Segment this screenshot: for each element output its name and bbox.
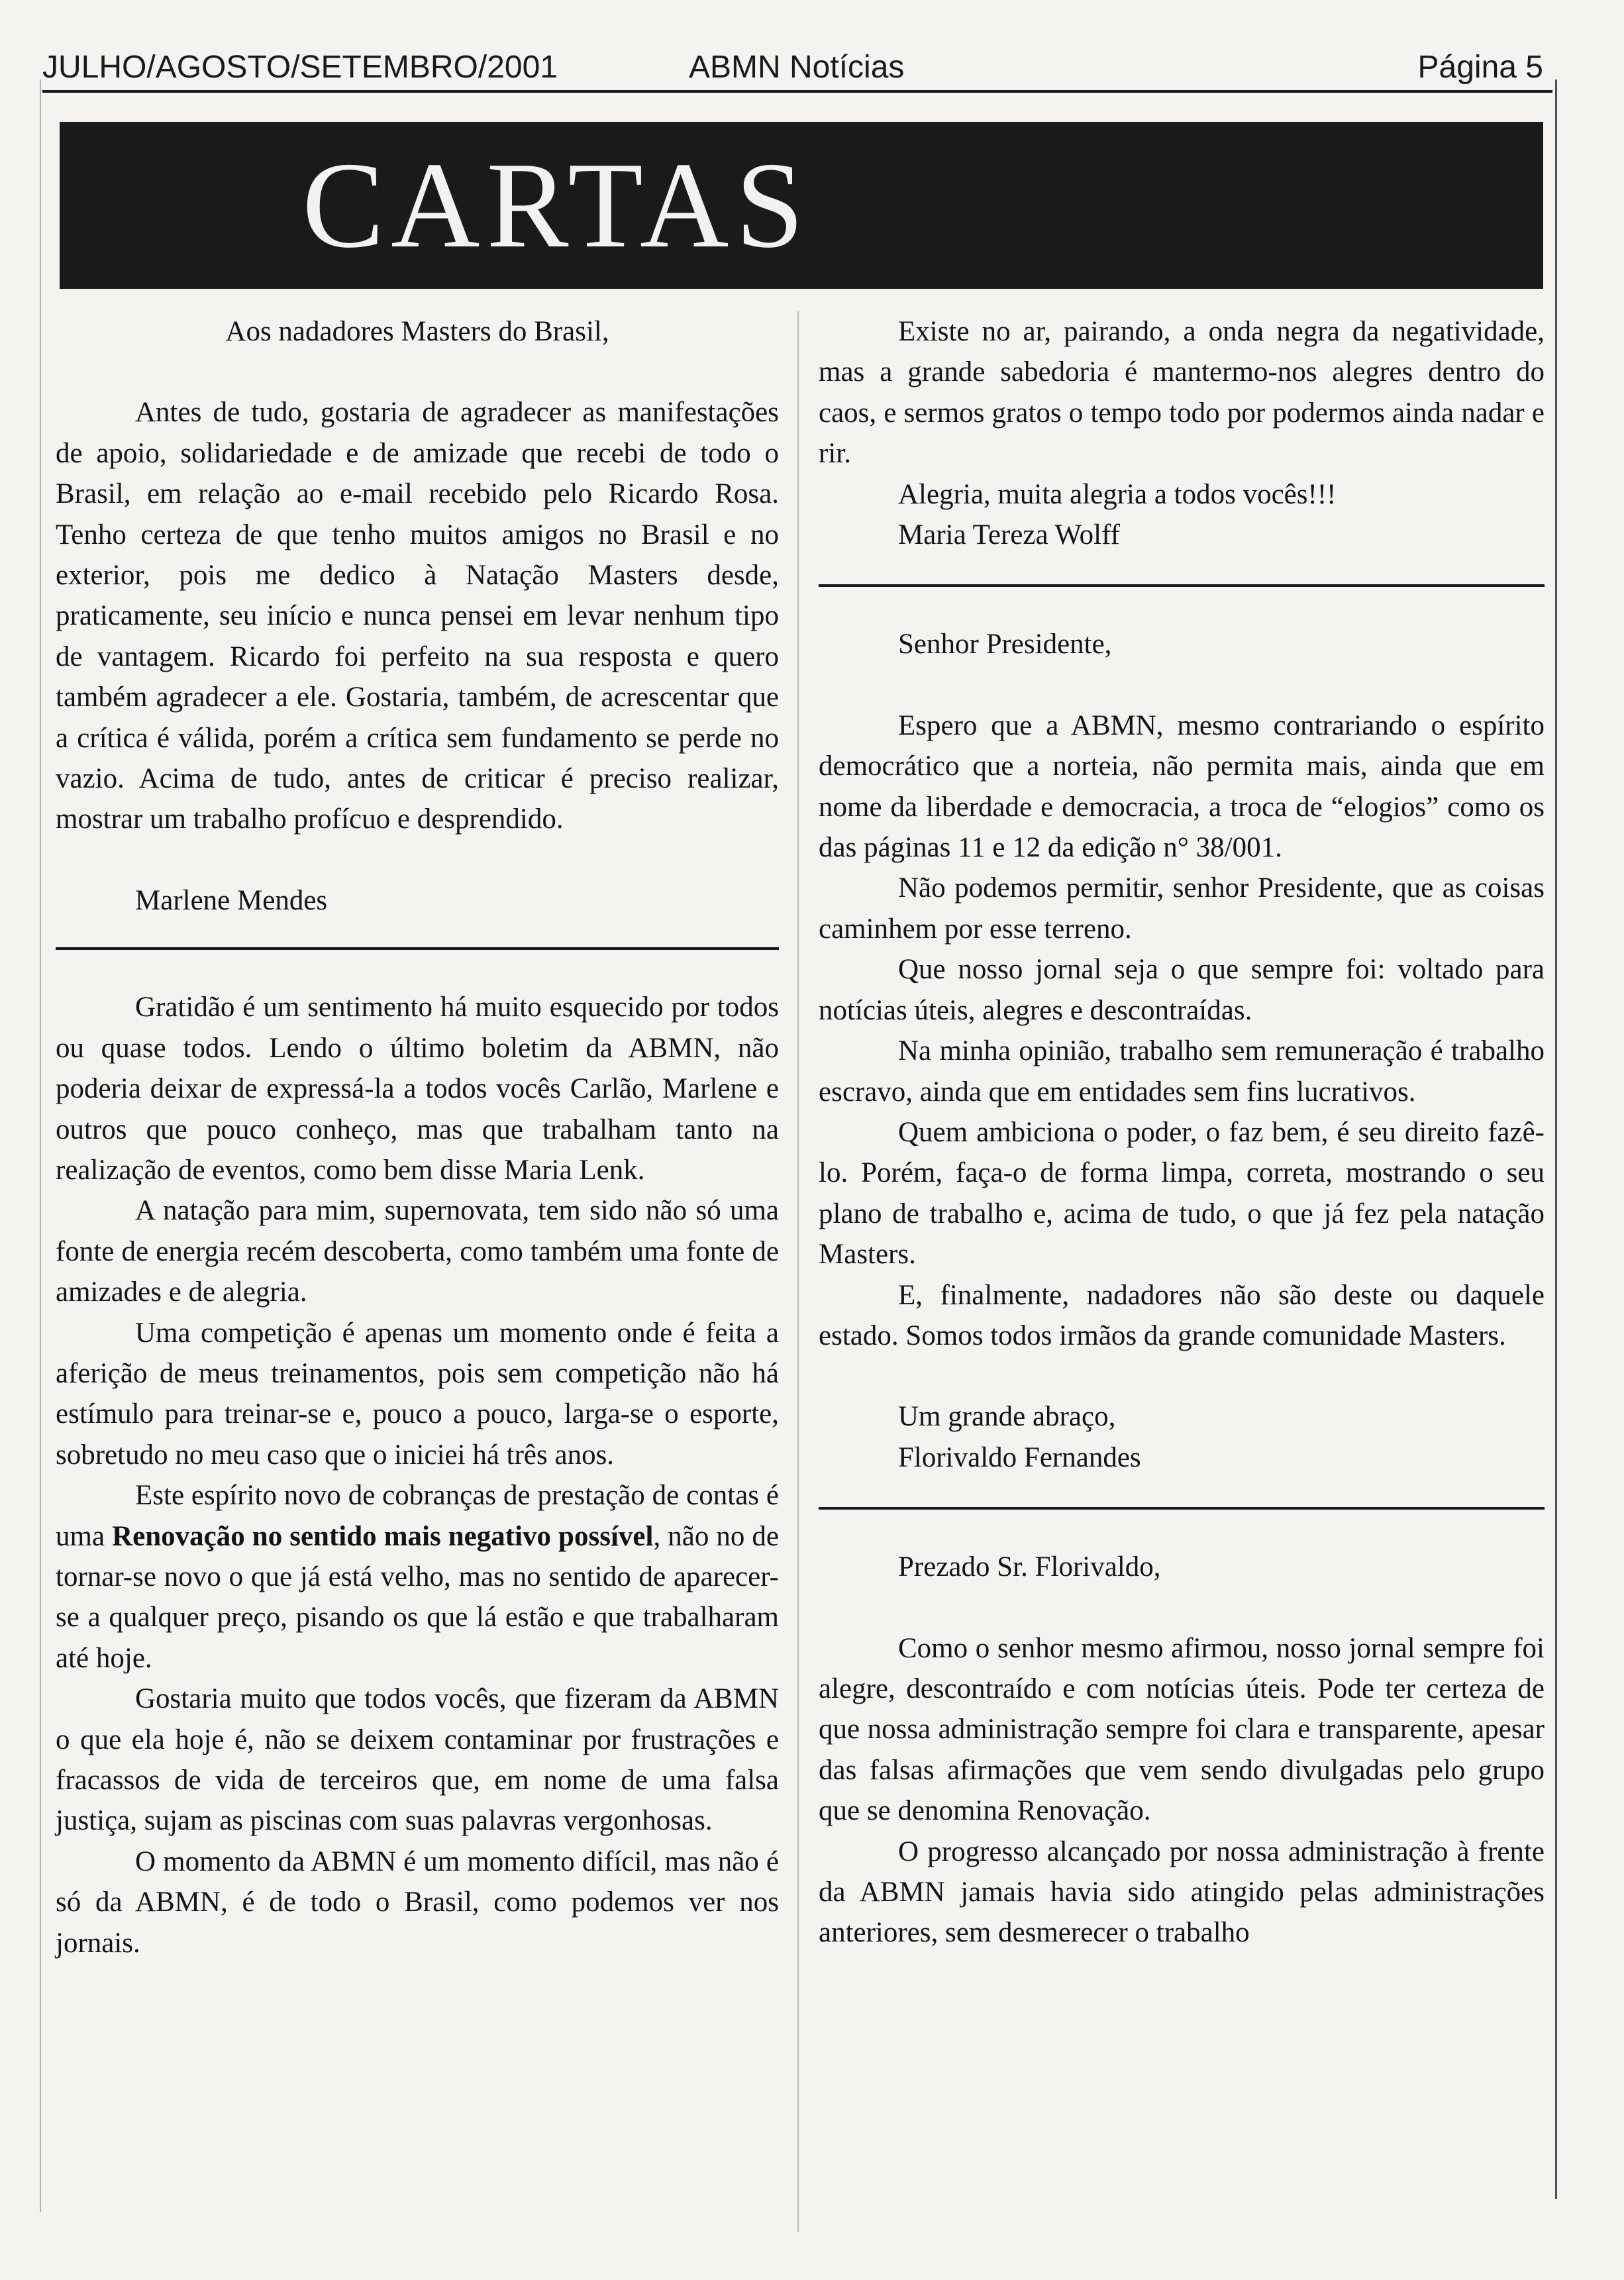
header-rule	[42, 90, 1552, 93]
letter-paragraph: Como o senhor mesmo afirmou, nosso jornal sempre foi alegre, descontraído e com notícias úteis. Pode ter certeza de que nossa administração sempre foi clara e transparente, apesar das falsas afirmações que vem sendo divulgadas pelo grupo que se denomina Renovação.	[819, 1632, 1545, 1827]
letter-paragraph	[56, 1475, 779, 1679]
letter-paragraph: Que nosso jornal seja o que sempre foi: voltado para notícias úteis, alegres e descontraídas.	[819, 954, 1545, 1026]
letter-paragraph: Espero que a ABMN, mesmo contrariando o espírito democrático que a norteia, não permita mais, ainda que em nome da liberdade e democracia, a troca de “elogios” como os das páginas 11 e 12 da edição n° 38/001.	[819, 709, 1545, 864]
emphasized-text: Renovação no sentido mais negativo possível	[112, 1520, 654, 1552]
letter-salutation: Prezado Sr. Florivaldo,	[898, 1551, 1161, 1583]
running-header	[42, 46, 1546, 94]
page-number: Página 5	[1417, 50, 1543, 85]
letter-salutation: Senhor Presidente,	[898, 629, 1112, 660]
paragraph-text: , não no de tornar-se novo o que já está velho, mas no sentido de aparecer-se a qualquer preço, pisando os que lá estão e que trabalharam até hoje.	[56, 1520, 779, 1674]
letter-separator	[819, 584, 1545, 587]
letter-paragraph: Antes de tudo, gostaria de agradecer as manifestações de apoio, solidariedade e de amizade que recebi de todo o Brasil, em relação ao e-mail recebido pelo Ricardo Rosa. Tenho certeza de que tenho muitos amigos no Brasil e no exterior, pois me dedico à Natação Masters desde, praticamente, seu início e nunca pensei em levar nenhum tipo de vantagem. Ricardo foi perfeito na sua resposta e quero também agradecer a ele. Gostaria, também, de acrescentar que a crítica é válida, porém a crítica sem fundamento se perde no vazio. Acima de tudo, antes de criticar é preciso realizar, mostrar um trabalho profícuo e desprendido.	[56, 397, 779, 835]
letter-closing: Um grande abraço,	[898, 1401, 1116, 1433]
column-divider	[797, 311, 799, 2232]
left-column	[56, 311, 779, 1963]
letter-paragraph: Existe no ar, pairando, a onda negra da negatividade, mas a grande sabedoria é mantermo-nos alegres dentro do caos, e sermos gratos o tempo todo por podermos ainda nadar e rir.	[819, 316, 1545, 470]
letter-signature: Marlene Mendes	[135, 884, 328, 916]
paragraph-text: Este espírito novo de cobranças de prestação de contas é uma	[56, 1480, 779, 1552]
letter-paragraph: Alegria, muita alegria a todos vocês!!!	[898, 478, 1337, 510]
letter-signature: Maria Tereza Wolff	[898, 519, 1120, 551]
letter-paragraph: Quem ambiciona o poder, o faz bem, é seu direito fazê-lo. Porém, faça-o de forma limpa, correta, mostrando o seu plano de trabalho e, acima de tudo, o que já fez pela natação Masters.	[819, 1116, 1545, 1270]
letter-paragraph: E, finalmente, nadadores não são deste ou daquele estado. Somos todos irmãos da grande comunidade Masters.	[819, 1279, 1545, 1351]
letter-paragraph: A natação para mim, supernovata, tem sido não só uma fonte de energia recém descoberta, como também uma fonte de amizades e de alegria.	[56, 1195, 779, 1308]
letter-paragraph: O momento da ABMN é um momento difícil, mas não é só da ABMN, é de todo o Brasil, como podemos ver nos jornais.	[56, 1845, 779, 1959]
letter-salutation: Aos nadadores Masters do Brasil,	[225, 316, 609, 347]
letter-paragraph: Na minha opinião, trabalho sem remuneração é trabalho escravo, ainda que em entidades sem fins lucrativos.	[819, 1035, 1545, 1108]
letter-separator	[819, 1507, 1545, 1510]
section-banner	[60, 122, 1543, 289]
letter-paragraph: Não podemos permitir, senhor Presidente, que as coisas caminhem por esse terreno.	[819, 872, 1545, 945]
letter-signature: Florivaldo Fernandes	[898, 1441, 1141, 1473]
letter-paragraph: O progresso alcançado por nossa administração à frente da ABMN jamais havia sido atingido pelas administrações anteriores, sem desmerecer o trabalho	[819, 1836, 1545, 1949]
letter-paragraph: Gratidão é um sentimento há muito esquecido por todos ou quase todos. Lendo o último boletim da ABMN, não poderia deixar de expressá-la a todos vocês Carlão, Marlene e outros que pouco conheço, mas que trabalham tanto na realização de eventos, como bem disse Maria Lenk.	[56, 992, 779, 1186]
page-frame-left	[40, 79, 41, 2212]
letter-separator	[56, 947, 779, 950]
letter-paragraph: Uma competição é apenas um momento onde é feita a aferição de meus treinamentos, pois sem competição não há estímulo para treinar-se e, pouco a pouco, larga-se o esporte, sobretudo no meu caso que o iniciei há três anos.	[56, 1317, 779, 1471]
letter-paragraph: Gostaria muito que todos vocês, que fizeram da ABMN o que ela hoje é, não se deixem contaminar por frustrações e fracassos de vida de terceiros que, em nome de uma falsa justiça, sujam as piscinas com suas palavras vergonhosas.	[56, 1683, 779, 1837]
section-title: CARTAS	[302, 137, 811, 274]
page-frame-right	[1555, 79, 1557, 2199]
right-column	[819, 311, 1545, 1953]
issue-date: JULHO/AGOSTO/SETEMBRO/2001	[42, 50, 558, 85]
publication-name: ABMN Notícias	[689, 50, 905, 85]
